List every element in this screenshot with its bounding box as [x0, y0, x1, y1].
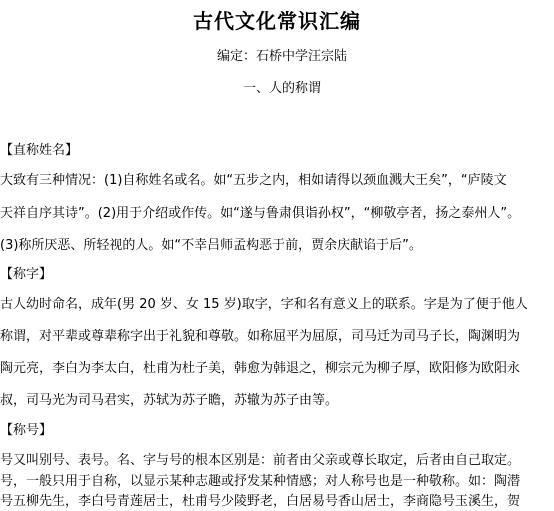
chapter-heading: 一、人的称谓	[242, 81, 321, 96]
paragraph-line: 称谓，对平辈或尊辈称字出于礼貌和尊敬。如称屈平为屈原，司马迁为司马子长，陶渊明为	[0, 329, 521, 344]
paragraph-line: 天祥自序其诗”。(2)用于介绍或作传。如“遂与鲁肃俱诣孙权”，“柳敬亭者，扬之泰州人”。	[0, 206, 521, 221]
paragraph-line: 号又叫别号、表号。名、字与号的根本区别是：前者由父亲或尊长取定，后者由自己取定。	[0, 453, 521, 468]
editor-line: 编定：石桥中学汪宗陆	[216, 49, 347, 64]
paragraph-line: 号，一般只用于自称，以显示某种志趣或抒发某种情感；对人称号也是一种敬称。如：陶潜	[0, 474, 521, 489]
section-heading: 【直称姓名】	[0, 143, 79, 158]
document-title: 古代文化常识汇编	[193, 9, 361, 33]
section-heading: 【称号】	[0, 423, 53, 438]
paragraph-line: 叔，司马光为司马君实，苏轼为苏子瞻，苏辙为苏子由等。	[0, 393, 339, 408]
paragraph-line: 号五柳先生，李白号青莲居士，杜甫号少陵野老，白居易号香山居士，李商隐号玉溪生，贺	[0, 494, 521, 509]
paragraph-line: 古人幼时命名，成年(男 20 岁、女 15 岁)取字，字和名有意义上的联系。字是为了便于他人	[0, 297, 528, 312]
section-heading: 【称字】	[0, 267, 53, 282]
paragraph-line: 陶元亮，李白为李太白，杜甫为杜子美，韩愈为韩退之，柳宗元为柳子厚，欧阳修为欧阳永	[0, 361, 521, 376]
paragraph-line: 大致有三种情况：(1)自称姓名或名。如“五步之内，相如请得以颈血溅大王矣”，“庐陵文	[0, 173, 507, 188]
paragraph-line: (3)称所厌恶、所轻视的人。如“不幸吕师孟构恶于前，贾余庆献谄于后”。	[0, 238, 422, 253]
